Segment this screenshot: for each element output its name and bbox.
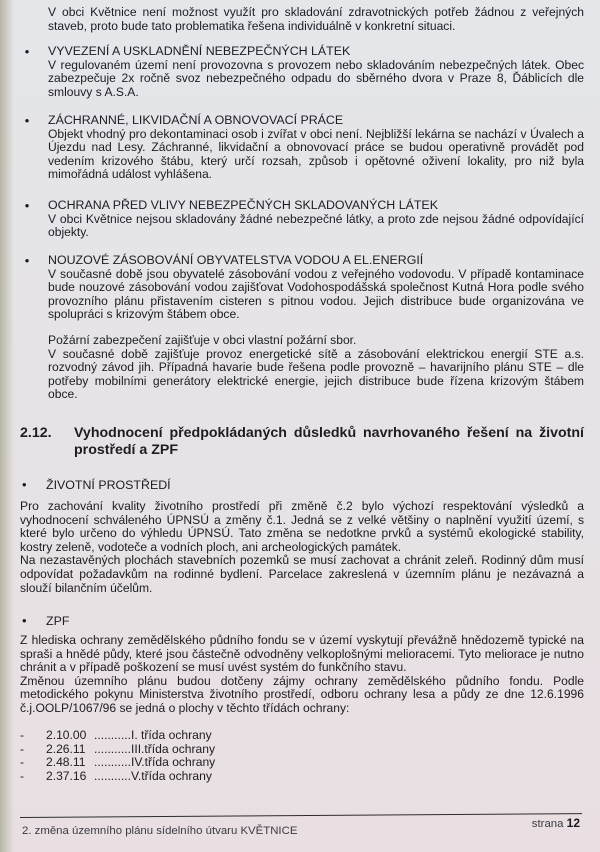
bullet-icon: •: [24, 44, 30, 59]
bullet-paragraph: V současné době jsou obyvatelé zásobování vodou z veřejného vodovodu. V případě kontaminace bude nouzové zásobování vodou zajišťovat Vodohospodášská společnost Kutná Hora podle svého provozního plánu přistavením cisteren s pitnou vodou. Jejich distribuce bude organizována ve spolupráci s krizovým štábem obce.: [48, 266, 584, 322]
bullet-icon: •: [24, 113, 30, 128]
bullet-heading: NOUZOVÉ ZÁSOBOVÁNÍ OBYVATELSTVA VODOU A EL.ENERGIÍ: [48, 253, 424, 267]
section-number: 2.12.: [20, 425, 52, 441]
section-title: Vyhodnocení předpokládaných důsledků navrhovaného řešení na životní prostředí a ZPF: [74, 425, 584, 458]
bullet-heading: VYVEZENÍ A USKLADNĚNÍ NEBEZPEČNÝCH LÁTEK: [48, 44, 351, 58]
zpf-paragraph: Změnou územního plánu budou dotčeny zájmy ochrany zemědělského půdního fondu. Podle metodického pokynu Ministerstva životního prostředí, odboru ochrany lesa a půdy ze dne 12.6.1996 č.j.OOLP/1067/96 se jedná o plochy v těchto třídách ochrany:: [20, 673, 584, 715]
bullet-paragraph: V obci Květnice nejsou skladovány žádné nebezpečné látky, a proto zde nejsou žádné odpovídající objekty.: [48, 211, 584, 240]
protection-class-item: - 2.37.16 ........... V.třída ochrany: [20, 769, 212, 784]
bullet-paragraph: V regulovaném území není provozovna s provozem nebo skladováním nebezpečných látek. Obec zabezpečuje 2x ročně svoz nebezpečného odpadu do sběrného dvora v Praze 8, Ďáblicích dle smlouvy s A.S.A.: [48, 57, 584, 99]
bullet-section-waste: [24, 44, 584, 99]
section-heading: [20, 425, 584, 459]
footer-divider: [20, 813, 582, 818]
env-paragraph: Na nezastavěných plochách stavebních pozemků se musí zachovat a chránit zeleň. Rodinný dům musí odpovídat požadavkům na rodinné bydlení. Parcelace zakreslená v územním plánu je nezávazná a slouží bilančním účelům.: [20, 553, 584, 595]
footer-document-title: 2. změna územního plánu sídelního útvaru KVĚTNICE: [22, 825, 298, 837]
env-paragraphs: [20, 500, 584, 595]
env-paragraph: Pro zachování kvality životního prostředí při změně č.2 bylo výchozí respektování výsledků a vyhodnocení schváleného ÚPNSÚ a změny č.1. Jedná se z velké většiny o naplnění využití území, s které bylo určeno do výhledu ÚPNSÚ. Tato změna se nedotkne prvků a systémů ekologické stability, kostry zeleně, vodoteče a vodních ploch, ani archeologických památek.: [20, 499, 584, 554]
env-heading: ŽIVOTNÍ PROSTŘEDÍ: [46, 478, 171, 492]
bullet-heading: OCHRANA PŘED VLIVY NEBEZPEČNÝCH SKLADOVANÝCH LÁTEK: [48, 198, 438, 212]
bullet-icon: •: [24, 198, 30, 213]
protection-class-item: - 2.48.11 ........... IV.třída ochrany: [20, 755, 216, 770]
bullet-section-protection: [24, 198, 584, 240]
bullet-heading: ZÁCHRANNÉ, LIKVIDAČNÍ A OBNOVOVACÍ PRÁCE: [48, 113, 344, 127]
zpf-paragraphs: [20, 634, 584, 716]
protection-class-list: [20, 729, 215, 784]
bullet-icon: •: [22, 477, 27, 492]
bullet-section-rescue: [24, 113, 584, 182]
bullet-icon: •: [24, 253, 30, 268]
zpf-heading: ZPF: [46, 614, 70, 628]
protection-class-item: - 2.10.00 ........... I. třída ochrany: [20, 728, 212, 742]
protection-class-item: - 2.26.11 ........... III.třída ochrany: [20, 741, 215, 756]
bullet-paragraph: V současné době zajišťuje provoz energetické sítě a zásobování elektrickou energií STE a.s. rozvodný závod jih. Případná havarie bude řešena podle provozně – havarijního plánu STE – dle potřeby mobilními generátory elektrické energie, jejich distribuce bude řízena krizovým štábem obce.: [48, 346, 584, 402]
bullet-icon: •: [22, 613, 27, 628]
zpf-paragraph: Z hlediska ochrany zemědělského půdního fondu se v území vyskytují převážně hnědozemě typické na spraši a hnědé půdy, které jsou částečně odvodněny velkoplošnými melioracemi. Tyto meliorace je nutno chránit a v případě poškození se musí uvést systém do funkčního stavu.: [20, 633, 584, 675]
bullet-paragraph: Požární zabezpečení zajišťuje v obci vlastní požární sbor.: [48, 332, 357, 347]
bullet-paragraph: Objekt vhodný pro dekontaminaci osob i zvířat v obci není. Nejbližší lekárna se nachází v Úvalech a Újezdu nad Lesy. Záchranné, likvidační a obnovovací práce se budou operativně provádět pod vedením krizového štábu, který určí rozsah, způsob i opětovné oživení lokality, pro niž byla mimořádná událost vyhlášena.: [48, 126, 584, 182]
intro-paragraph: V obci Květnice není možnost využít pro skladování zdravotnických potřeb žádnou z veřejných staveb, proto bude tato problematika řešena individuálně v konkretní situaci.: [48, 5, 584, 33]
bullet-section-supply: [24, 253, 584, 402]
footer-page-number: strana 12: [531, 816, 580, 830]
